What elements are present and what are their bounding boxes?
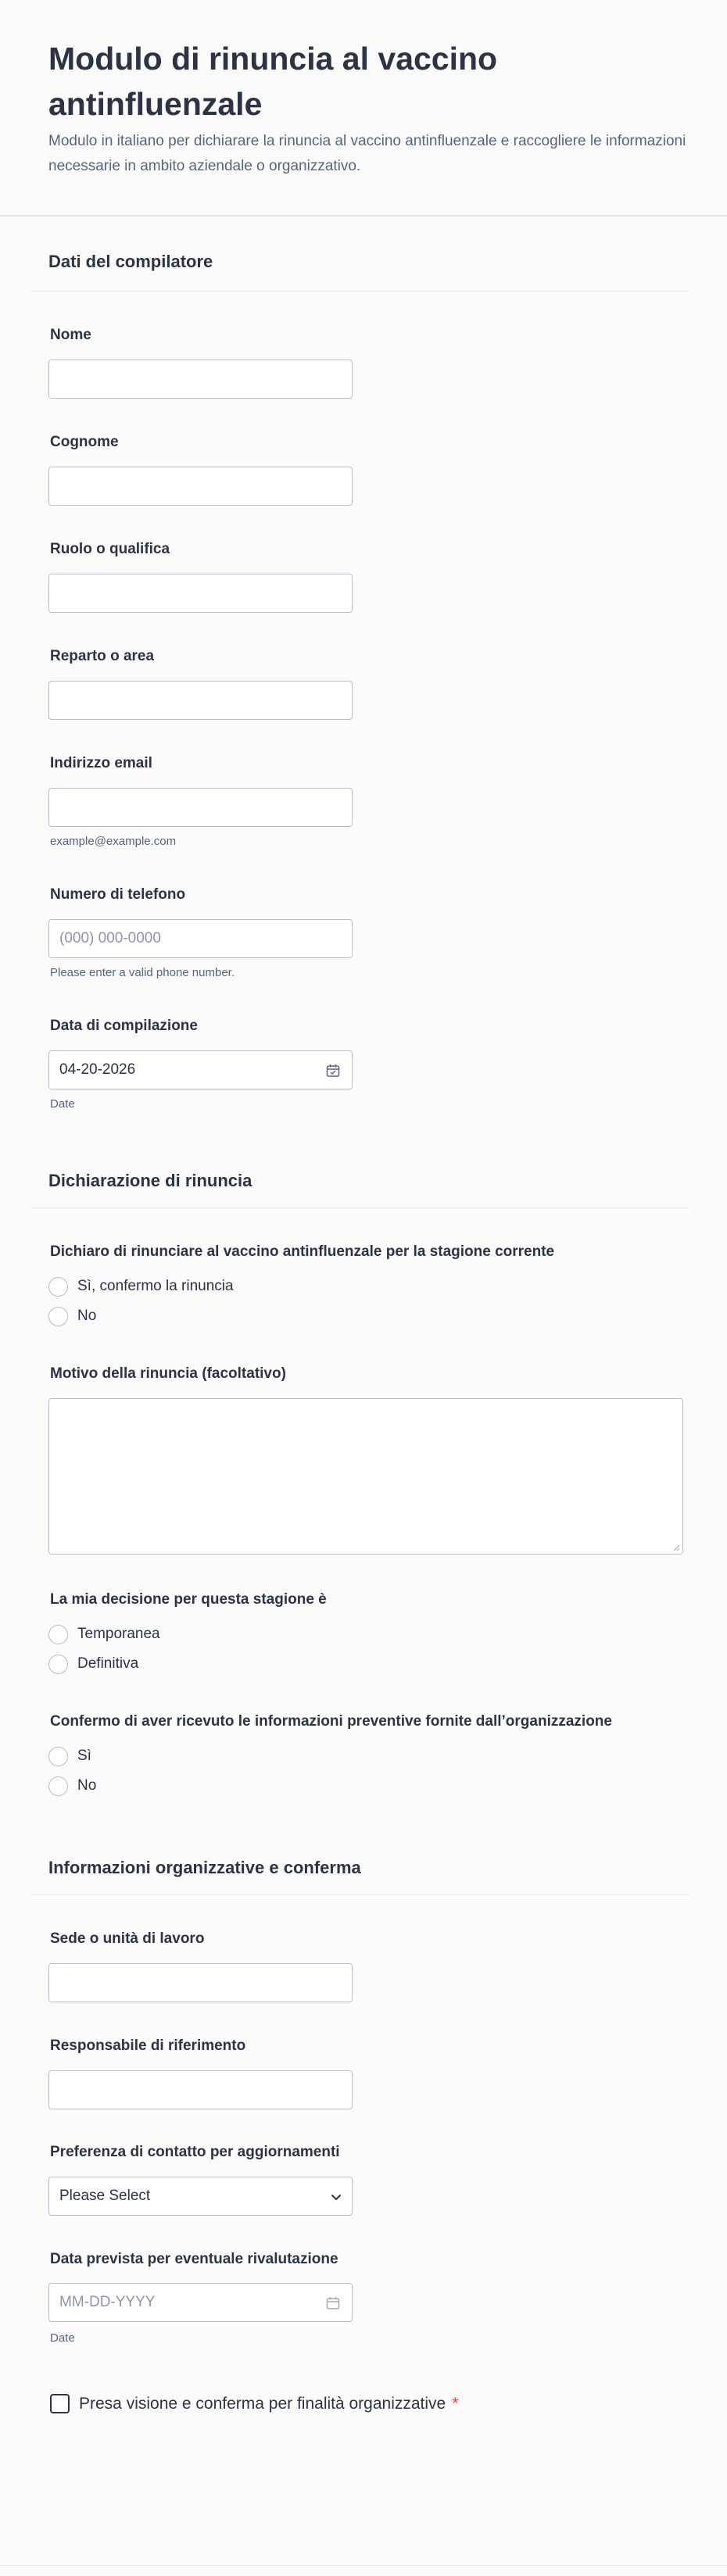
radio-option-si[interactable] — [48, 1745, 91, 1767]
section-title-organizzazione: Informazioni organizzative e conferma — [48, 1858, 361, 1877]
responsabile-input[interactable] — [48, 2070, 353, 2109]
date-placeholder: MM-DD-YYYY — [59, 2294, 156, 2310]
motivo-label: Motivo della rinuncia (facoltativo) — [50, 1365, 286, 1382]
radio-label: Sì, confermo la rinuncia — [77, 1278, 234, 1294]
calendar-icon[interactable] — [325, 1063, 341, 1079]
sede-label: Sede o unità di lavoro — [50, 1930, 205, 1947]
radio-option-si-conferma[interactable] — [48, 1275, 234, 1297]
radio-button[interactable] — [48, 1655, 68, 1674]
form-header — [0, 0, 727, 216]
conferma-checkbox[interactable] — [50, 2394, 70, 2413]
phone-hint: Please enter a valid phone number. — [50, 966, 235, 979]
resize-handle-icon[interactable] — [672, 1544, 680, 1551]
radio-label: No — [77, 1777, 97, 1794]
informazioni-label: Confermo di aver ricevuto le informazioni preventive fornite dall’organizzazione — [50, 1713, 612, 1730]
radio-button[interactable] — [48, 1776, 68, 1796]
radio-button[interactable] — [48, 1307, 68, 1326]
rivalutazione-input[interactable] — [48, 2283, 353, 2322]
required-asterisk: * — [452, 2395, 459, 2413]
calendar-icon[interactable] — [325, 2295, 341, 2311]
section-title-dichiarazione: Dichiarazione di rinuncia — [48, 1171, 252, 1190]
conferma-text: Presa visione e conferma per finalità organizzative — [79, 2395, 446, 2413]
telefono-label: Numero di telefono — [50, 886, 186, 903]
email-input[interactable] — [48, 788, 353, 827]
nome-input[interactable] — [48, 360, 353, 399]
section-divider — [31, 291, 689, 292]
form-title: Modulo di rinuncia al vaccino antinfluenzale — [48, 41, 498, 122]
date-hint: Date — [50, 1097, 75, 1111]
email-label: Indirizzo email — [50, 755, 152, 771]
radio-option-no[interactable] — [48, 1305, 96, 1327]
cognome-input[interactable] — [48, 467, 353, 506]
chevron-down-icon — [330, 2191, 342, 2203]
radio-button[interactable] — [48, 1747, 68, 1766]
form-subtitle: Modulo in italiano per dichiarare la rinuncia al vaccino antinfluenzale e raccogliere le informazioni necessarie in ambito aziendale o organizzativo. — [48, 133, 686, 174]
ruolo-label: Ruolo o qualifica — [50, 541, 170, 557]
email-hint: example@example.com — [50, 835, 177, 848]
reparto-input[interactable] — [48, 681, 353, 720]
radio-label: Definitiva — [77, 1655, 139, 1672]
rivalutazione-label: Data prevista per eventuale rivalutazione — [50, 2251, 338, 2267]
data-compilazione-input[interactable] — [48, 1050, 353, 1089]
radio-option-temporanea[interactable] — [48, 1623, 160, 1645]
motivo-textarea[interactable] — [48, 1398, 683, 1555]
reparto-label: Reparto o area — [50, 648, 155, 664]
footer-divider — [0, 2565, 727, 2566]
select-value: Please Select — [59, 2188, 151, 2204]
data-compilazione-label: Data di compilazione — [50, 1018, 198, 1034]
nome-label: Nome — [50, 327, 91, 343]
decisione-label: La mia decisione per questa stagione è — [50, 1591, 327, 1608]
responsabile-label: Responsabile di riferimento — [50, 2038, 246, 2054]
section-divider — [31, 1894, 689, 1895]
date-value: 04-20-2026 — [59, 1061, 136, 1078]
radio-label: Sì — [77, 1748, 91, 1764]
dichiaro-label: Dichiaro di rinunciare al vaccino antinfluenzale per la stagione corrente — [50, 1243, 555, 1260]
radio-button[interactable] — [48, 1277, 68, 1297]
radio-button[interactable] — [48, 1625, 68, 1644]
section-title-compilatore: Dati del compilatore — [48, 252, 213, 271]
phone-input[interactable] — [48, 919, 353, 958]
radio-label: Temporanea — [77, 1626, 160, 1642]
preferenza-select[interactable] — [48, 2177, 353, 2216]
conferma-label[interactable] — [79, 2395, 458, 2413]
ruolo-input[interactable] — [48, 574, 353, 613]
cognome-label: Cognome — [50, 434, 119, 450]
radio-option-definitiva[interactable] — [48, 1653, 138, 1675]
radio-option-no[interactable] — [48, 1775, 96, 1797]
radio-label: No — [77, 1308, 97, 1324]
sede-input[interactable] — [48, 1963, 353, 2002]
date-hint: Date — [50, 2331, 75, 2345]
preferenza-label: Preferenza di contatto per aggiornamenti — [50, 2144, 340, 2160]
